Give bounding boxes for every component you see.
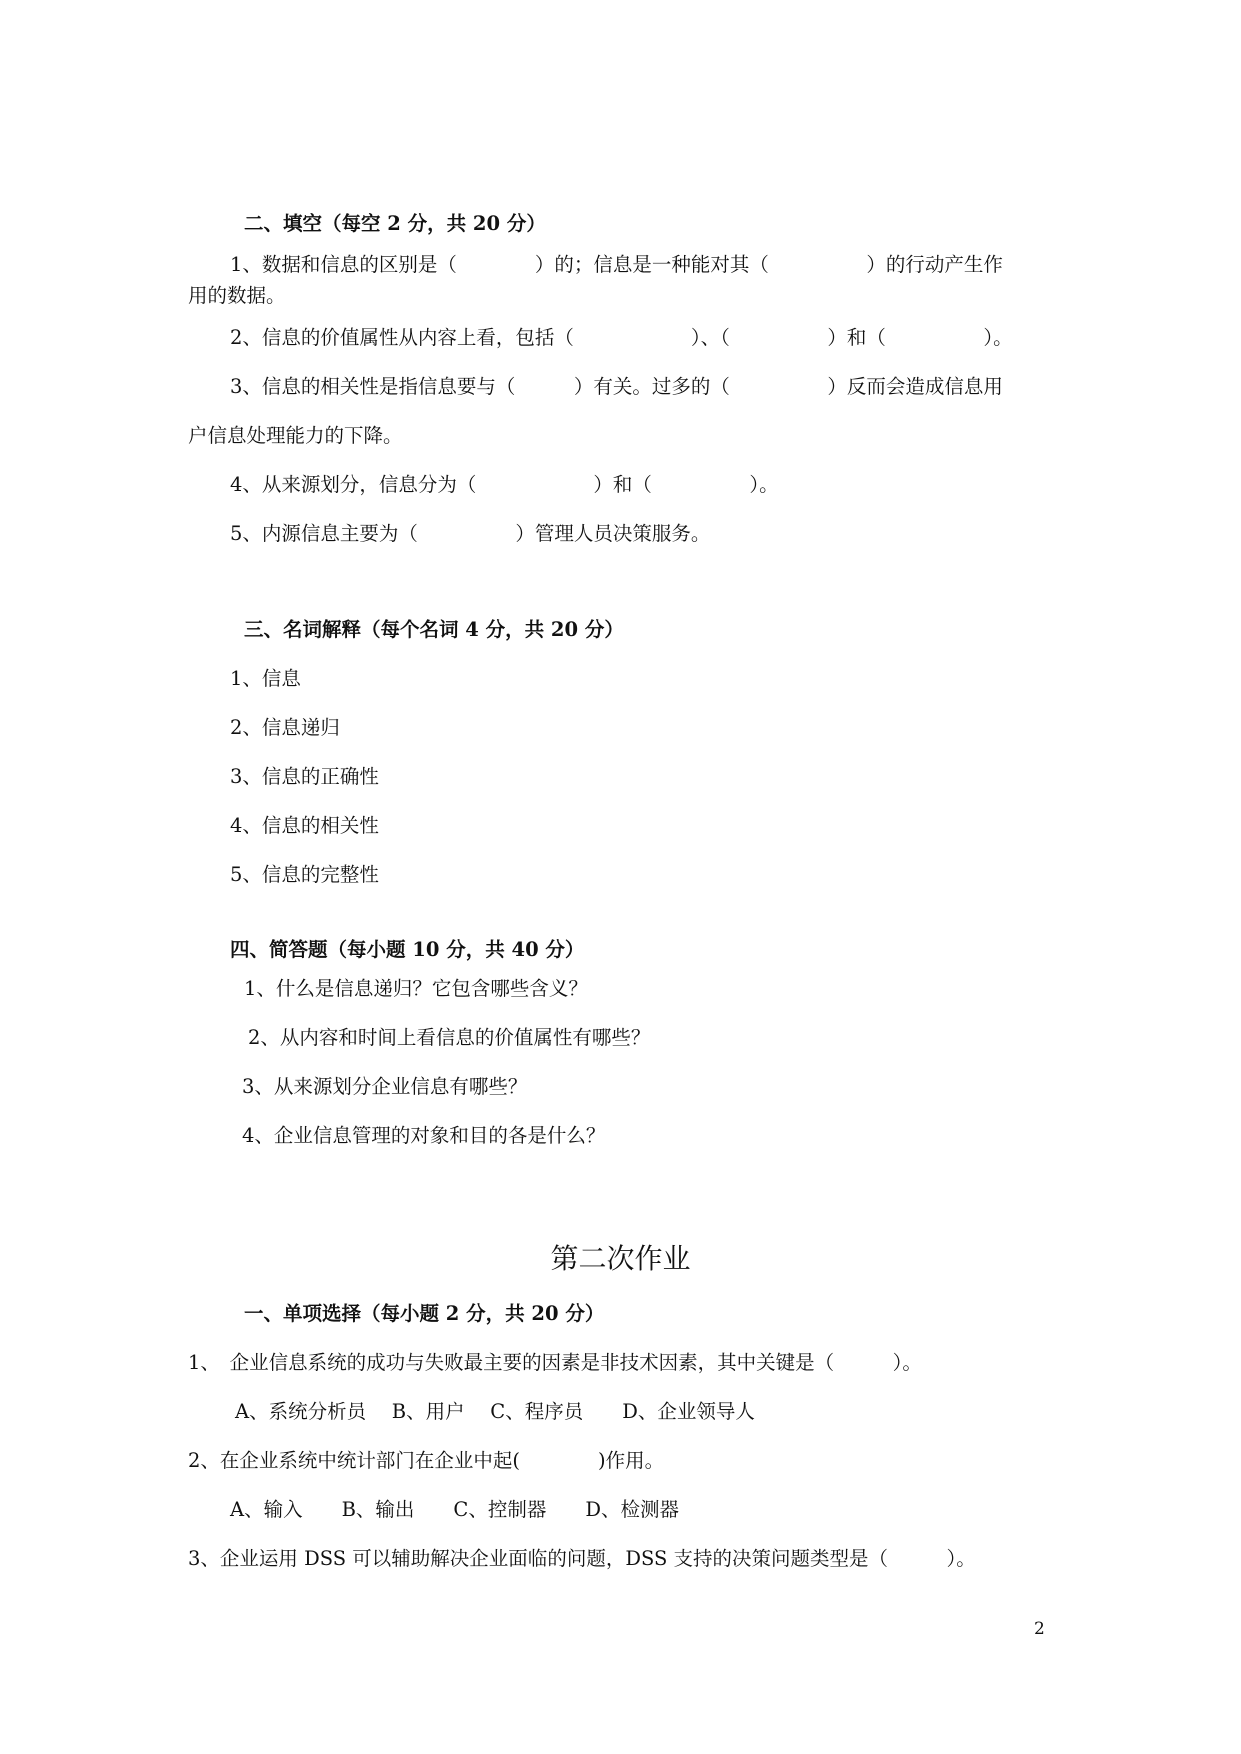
choice-q1-options: A、系统分析员 B、用户 C、程序员 D、企业领导人 xyxy=(235,1400,755,1423)
term-item: 2、信息递归 xyxy=(230,716,340,739)
fill-blank-q1-line2: 用的数据。 xyxy=(188,284,286,307)
term-item: 4、信息的相关性 xyxy=(230,814,379,837)
term-item: 5、信息的完整性 xyxy=(230,863,379,886)
term-item: 3、信息的正确性 xyxy=(230,765,379,788)
choice-q2-options: A、输入 B、输出 C、控制器 D、检测器 xyxy=(230,1498,679,1521)
single-choice-heading: 一、单项选择（每小题 2 分，共 20 分） xyxy=(244,1302,605,1325)
fill-blank-heading: 二、填空（每空 2 分，共 20 分） xyxy=(244,212,546,235)
short-answer-heading: 四、简答题（每小题 10 分，共 40 分） xyxy=(230,938,585,961)
fill-blank-q5: 5、内源信息主要为（ ）管理人员决策服务。 xyxy=(230,522,711,545)
short-answer-item: 1、什么是信息递归？它包含哪些含义？ xyxy=(244,977,588,1000)
fill-blank-q1-line1: 1、数据和信息的区别是（ ）的；信息是一种能对其（ ）的行动产生作 xyxy=(230,253,1003,276)
fill-blank-q2: 2、信息的价值属性从内容上看，包括（ ）、（ ）和（ ）。 xyxy=(230,326,1013,349)
terms-heading: 三、名词解释（每个名词 4 分，共 20 分） xyxy=(244,618,624,641)
fill-blank-q3-line1: 3、信息的相关性是指信息要与（ ）有关。过多的（ ）反而会造成信息用 xyxy=(230,375,1003,398)
fill-blank-q3-line2: 户信息处理能力的下降。 xyxy=(188,424,403,447)
short-answer-item: 2、从内容和时间上看信息的价值属性有哪些？ xyxy=(248,1026,651,1049)
short-answer-item: 3、从来源划分企业信息有哪些？ xyxy=(242,1075,528,1098)
page-number: 2 xyxy=(1034,1619,1045,1639)
fill-blank-q4: 4、从来源划分，信息分为（ ）和（ ）。 xyxy=(230,473,779,496)
short-answer-item: 4、企业信息管理的对象和目的各是什么？ xyxy=(242,1124,606,1147)
homework-title: 第二次作业 xyxy=(550,1242,691,1275)
term-item: 1、信息 xyxy=(230,667,301,690)
choice-q2: 2、在企业系统中统计部门在企业中起( )作用。 xyxy=(188,1449,665,1472)
choice-q1: 1、 企业信息系统的成功与失败最主要的因素是非技术因素，其中关键是（ ）。 xyxy=(188,1351,922,1374)
choice-q3: 3、企业运用 DSS 可以辅助解决企业面临的问题，DSS 支持的决策问题类型是（ ）。 xyxy=(188,1547,976,1570)
